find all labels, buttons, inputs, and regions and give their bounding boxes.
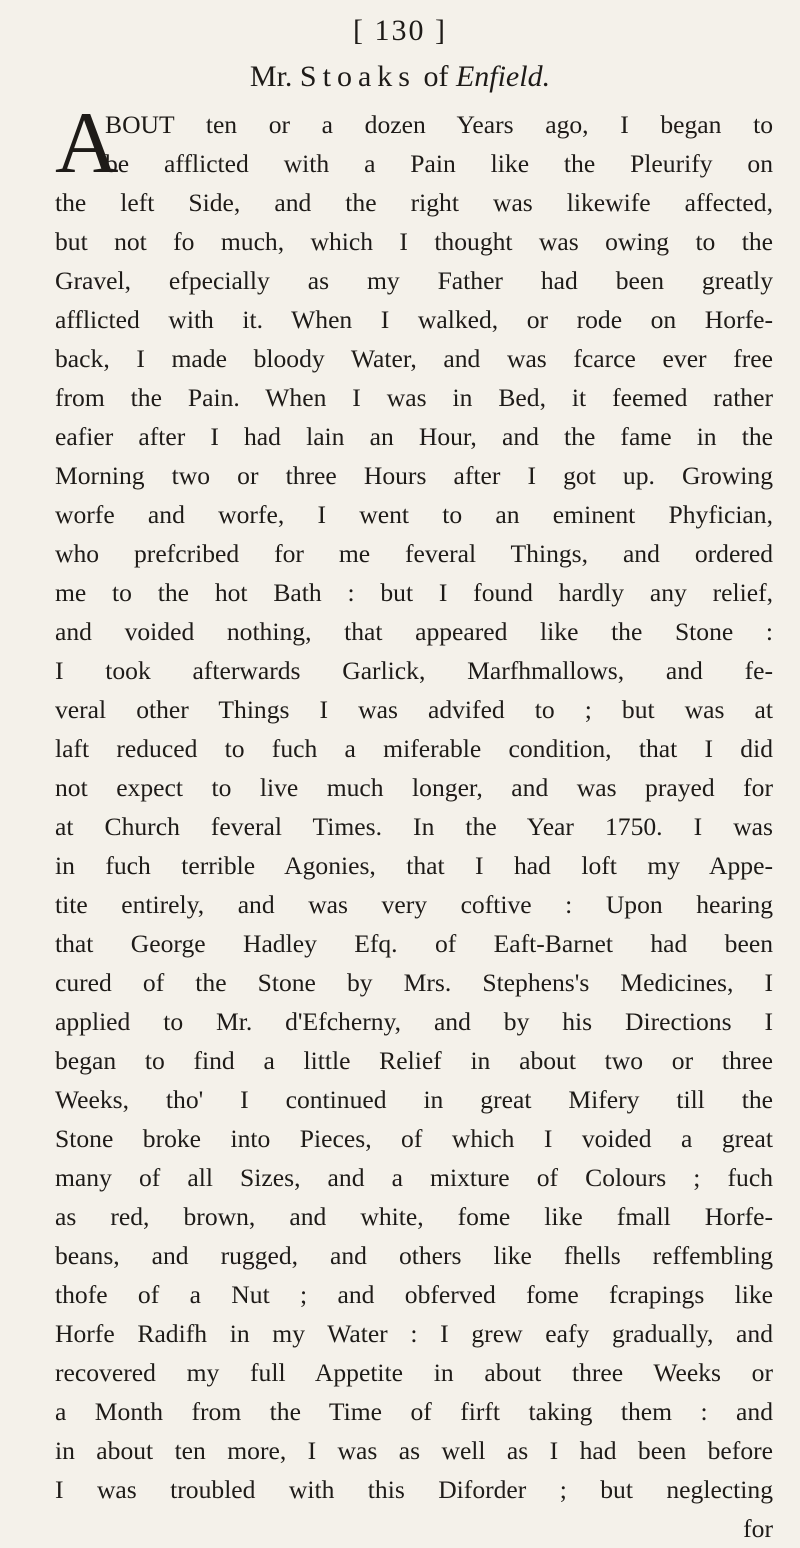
text-line: back, I made bloody Water, and was fcarce ever free bbox=[55, 344, 773, 373]
text-line: who prefcribed for me feveral Things, and ordered bbox=[55, 539, 773, 568]
text-line: from the Pain. When I was in Bed, it feemed rather bbox=[55, 383, 773, 412]
text-line: veral other Things I was advifed to ; but was at bbox=[55, 695, 773, 724]
text-line: applied to Mr. d'Efcherny, and by his Directions I bbox=[55, 1007, 773, 1036]
text-line: afflicted with it. When I walked, or rode on Horfe- bbox=[55, 305, 773, 334]
text-line: but not fo much, which I thought was owing to the bbox=[55, 227, 773, 256]
text-line: recovered my full Appetite in about three Weeks or bbox=[55, 1358, 773, 1387]
text-line: Morning two or three Hours after I got up. Growing bbox=[55, 461, 773, 490]
text-line: that George Hadley Efq. of Eaft-Barnet had been bbox=[55, 929, 773, 958]
text-line: worfe and worfe, I went to an eminent Phyfician, bbox=[55, 500, 773, 529]
heading-prefix: Mr. bbox=[249, 60, 293, 93]
text-line: Stone broke into Pieces, of which I voided a great bbox=[55, 1124, 773, 1153]
text-line: Horfe Radifh in my Water : I grew eafy gradually, and bbox=[55, 1319, 773, 1348]
text-line: and voided nothing, that appeared like the Stone : bbox=[55, 617, 773, 646]
body-text bbox=[55, 95, 773, 1548]
text-line: thofe of a Nut ; and obferved fome fcrapings like bbox=[55, 1280, 773, 1309]
text-line: Gravel, efpecially as my Father had been greatly bbox=[55, 266, 773, 295]
text-line: BOUT ten or a dozen Years ago, I began to bbox=[105, 110, 773, 139]
text-line: laft reduced to fuch a miferable condition, that I did bbox=[55, 734, 773, 763]
heading-of: of bbox=[423, 60, 449, 93]
page-number: [ 130 ] bbox=[353, 14, 447, 47]
text-line: at Church feveral Times. In the Year 1750. I was bbox=[55, 812, 773, 841]
section-heading bbox=[0, 57, 800, 97]
text-line: I was troubled with this Diforder ; but neglecting bbox=[55, 1475, 773, 1504]
text-line: not expect to live much longer, and was prayed for bbox=[55, 773, 773, 802]
text-line: beans, and rugged, and others like fhells reffembling bbox=[55, 1241, 773, 1270]
text-line: me to the hot Bath : but I found hardly any relief, bbox=[55, 578, 773, 607]
text-line: tite entirely, and was very coftive : Upon hearing bbox=[55, 890, 773, 919]
text-line: began to find a little Relief in about two or three bbox=[55, 1046, 773, 1075]
text-line: in about ten more, I was as well as I had been before bbox=[55, 1436, 773, 1465]
text-line: be afflicted with a Pain like the Pleurify on bbox=[105, 149, 773, 178]
text-line: cured of the Stone by Mrs. Stephens's Medicines, I bbox=[55, 968, 773, 997]
text-line: many of all Sizes, and a mixture of Colours ; fuch bbox=[55, 1163, 773, 1192]
text-line: in fuch terrible Agonies, that I had loft my Appe- bbox=[55, 851, 773, 880]
text-line: Weeks, tho' I continued in great Mifery till the bbox=[55, 1085, 773, 1114]
text-line: the left Side, and the right was likewife affected, bbox=[55, 188, 773, 217]
heading-name: Stoaks bbox=[299, 60, 416, 93]
text-line: a Month from the Time of firft taking them : and bbox=[55, 1397, 773, 1426]
text-line: as red, brown, and white, fome like fmall Horfe- bbox=[55, 1202, 773, 1231]
text-line: I took afterwards Garlick, Marfhmallows, and fe- bbox=[55, 656, 773, 685]
text-line: eafier after I had lain an Hour, and the fame in the bbox=[55, 422, 773, 451]
catchword: for bbox=[743, 1514, 773, 1543]
drop-cap: A bbox=[55, 95, 119, 192]
heading-place: Enfield. bbox=[455, 60, 551, 93]
